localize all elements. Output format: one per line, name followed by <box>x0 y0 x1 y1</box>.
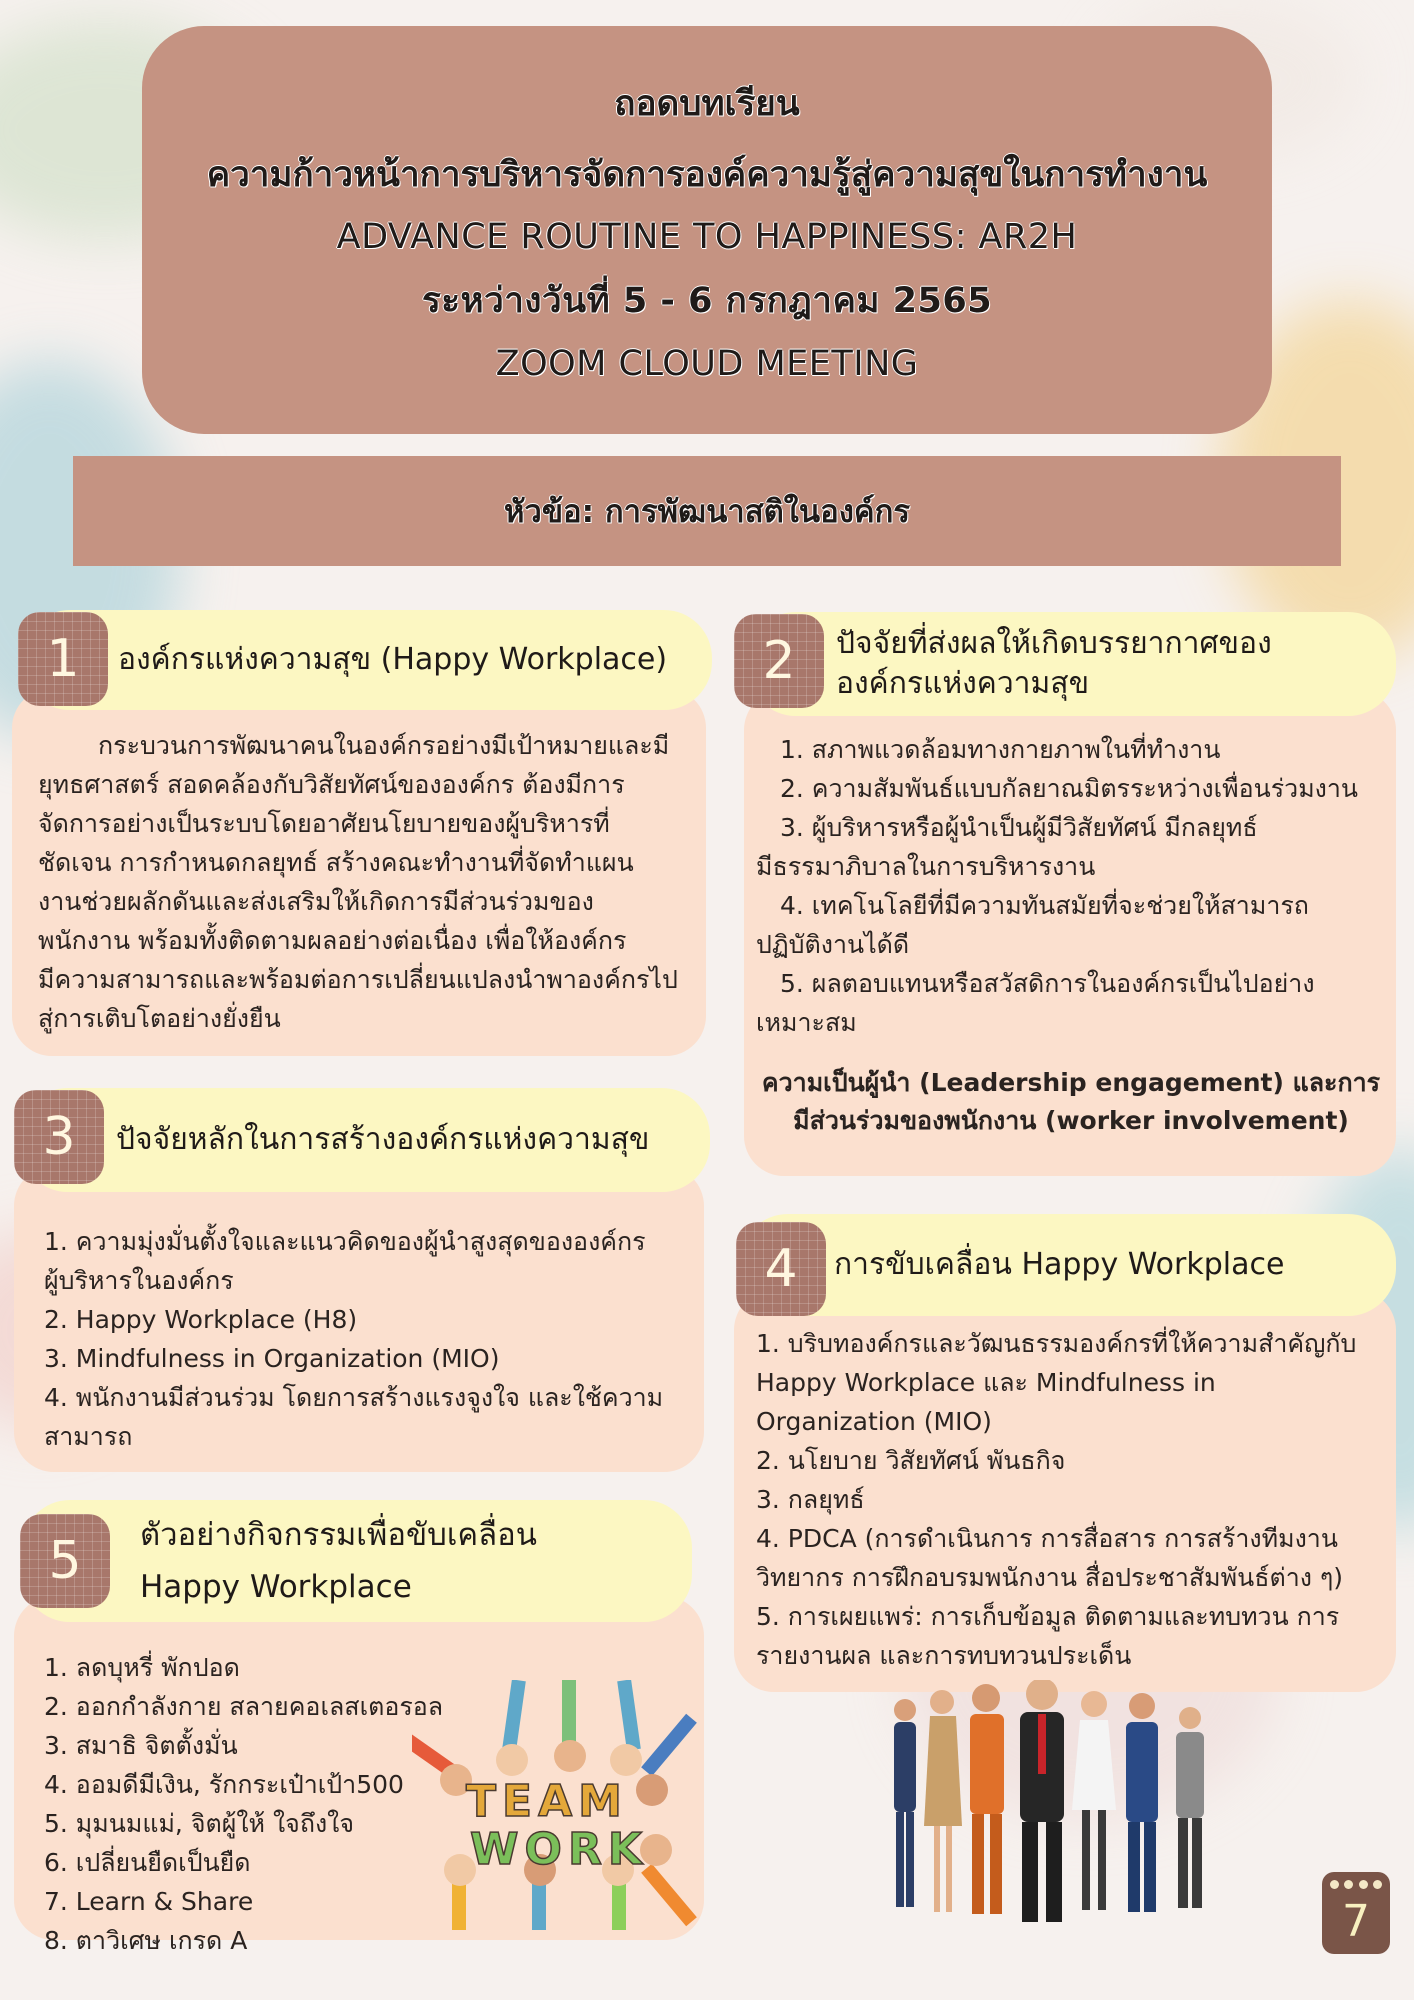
list-item: 1. สภาพแวดล้อมทางกายภาพในที่ทำงาน <box>780 735 1221 764</box>
section-3-title-pill <box>20 1088 710 1192</box>
section-4-title-pill <box>740 1214 1396 1316</box>
section-4-number-badge <box>736 1222 826 1316</box>
section-number: 2 <box>762 631 796 691</box>
title-line-1: ถอดบทเรียน <box>614 83 800 124</box>
section-2-title-pill <box>748 612 1396 716</box>
title-line: ตัวอย่างกิจกรรมเพื่อขับเคลื่อน <box>140 1517 537 1553</box>
work-word: WORK <box>470 1824 648 1875</box>
title-line-3: ADVANCE ROUTINE TO HAPPINESS: AR2H <box>336 217 1078 258</box>
list-item: 3. กลยุทธ์ <box>756 1485 865 1514</box>
topic-heading: หัวข้อ: การพัฒนาสติในองค์กร <box>504 494 910 530</box>
list-item: มีธรรมาภิบาลในการบริหารงาน <box>756 852 1096 881</box>
list-item: Organization (MIO) <box>756 1407 992 1436</box>
section-number: 3 <box>42 1107 76 1167</box>
list-item: 2. Happy Workplace (H8) <box>44 1305 358 1334</box>
section-5-number-badge <box>20 1514 110 1608</box>
list-item: 5. ผลตอบแทนหรือสวัสดิการในองค์กรเป็นไปอย่าง <box>780 969 1315 998</box>
calendar-dots-icon <box>1330 1880 1382 1889</box>
title-line: องค์กรแห่งความสุข <box>836 666 1090 701</box>
section-2-summary <box>756 1064 1386 1140</box>
list-item: 1. ลดบุหรี่ พักปอด <box>44 1653 240 1682</box>
page-number-badge <box>1322 1872 1390 1954</box>
paragraph-line: งานช่วยผลักดันและส่งเสริมให้เกิดการมีส่วนร่วมของ <box>38 887 594 916</box>
list-item: 8. ตาวิเศษ เกรด A <box>44 1926 248 1955</box>
list-item: 4. ออมดีมีเงิน, รักกระเป๋าเป้า500 <box>44 1770 404 1799</box>
title-venue: ZOOM CLOUD MEETING <box>495 344 919 385</box>
paragraph-line: ยุทธศาสตร์ สอดคล้องกับวิสัยทัศน์ขององค์กร ต้องมีการ <box>38 770 625 799</box>
section-4-list <box>756 1324 1386 1675</box>
section-5-title <box>140 1509 537 1613</box>
section-number: 4 <box>764 1239 798 1299</box>
title-date: ระหว่างวันที่ 5 - 6 กรกฎาคม 2565 <box>421 281 993 322</box>
paragraph-line: มีความสามารถและพร้อมต่อการเปลี่ยนแปลงนำพาองค์กรไป <box>38 965 678 994</box>
list-item: 1. บริบทองค์กรและวัฒนธรรมองค์กรที่ให้ความสำคัญกับ <box>756 1329 1357 1358</box>
section-3-title: ปัจจัยหลักในการสร้างองค์กรแห่งความสุข <box>116 1122 650 1157</box>
summary-line: มีส่วนร่วมของพนักงาน (worker involvement) <box>793 1106 1349 1135</box>
section-5-title-pill <box>22 1500 692 1622</box>
list-item: 3. Mindfulness in Organization (MIO) <box>44 1344 500 1373</box>
section-2-body <box>744 690 1396 1176</box>
section-1-paragraph <box>38 726 692 1038</box>
list-item: 3. ผู้บริหารหรือผู้นำเป็นผู้มีวิสัยทัศน์ มีกลยุทธ์ <box>780 813 1258 842</box>
section-number: 1 <box>46 629 80 689</box>
section-1-number-badge <box>18 612 108 706</box>
list-item: 5. มุมนมแม่, จิตผู้ให้ ใจถึงใจ <box>44 1809 355 1838</box>
list-item: 2. ความสัมพันธ์แบบกัลยาณมิตรระหว่างเพื่อนร่วมงาน <box>780 774 1359 803</box>
list-item: รายงานผล และการทบทวนประเด็น <box>756 1641 1132 1670</box>
section-2-number-badge <box>734 614 824 708</box>
section-3-number-badge <box>14 1090 104 1184</box>
list-item: Happy Workplace และ Mindfulness in <box>756 1368 1216 1397</box>
page-number: 7 <box>1342 1896 1370 1947</box>
section-1-title: องค์กรแห่งความสุข (Happy Workplace) <box>118 642 668 677</box>
title-line-2: ความก้าวหน้าการบริหารจัดการองค์ความรู้สู่ความสุขในการทำงาน <box>206 154 1208 195</box>
list-item: 2. นโยบาย วิสัยทัศน์ พันธกิจ <box>756 1446 1066 1475</box>
list-item: วิทยากร การฝึกอบรมพนักงาน สื่อประชาสัมพันธ์ต่าง ๆ) <box>756 1563 1344 1592</box>
paragraph-line: ชัดเจน การกำหนดกลยุทธ์ สร้างคณะทำงานที่จัดทำแผน <box>38 848 634 877</box>
section-4-title: การขับเคลื่อน Happy Workplace <box>834 1247 1285 1282</box>
list-item: 6. เปลี่ยนยืดเป็นยืด <box>44 1848 251 1877</box>
title-line: Happy Workplace <box>140 1569 412 1605</box>
topic-bar <box>73 456 1341 566</box>
summary-line: ความเป็นผู้นำ (Leadership engagement) และการ <box>761 1068 1381 1097</box>
list-item: ผู้บริหารในองค์กร <box>44 1266 234 1295</box>
paragraph-line: จัดการอย่างเป็นระบบโดยอาศัยนโยบายของผู้บริหารที่ <box>38 809 610 838</box>
title-line: ปัจจัยที่ส่งผลให้เกิดบรรยากาศของ <box>836 626 1272 661</box>
paragraph-line: พนักงาน พร้อมทั้งติดตามผลอย่างต่อเนื่อง เพื่อให้องค์กร <box>38 926 627 955</box>
list-item: 4. เทคโนโลยีที่มีความทันสมัยที่จะช่วยให้สามารถ <box>780 891 1309 920</box>
list-item: เหมาะสม <box>756 1008 857 1037</box>
section-1-title-pill <box>22 610 712 710</box>
team-word: TEAM <box>466 1776 628 1827</box>
list-item: สามารถ <box>44 1422 133 1451</box>
section-1-body <box>12 688 706 1056</box>
list-item: 3. สมาธิ จิตตั้งมั่น <box>44 1731 238 1760</box>
list-item: 1. ความมุ่งมั่นตั้งใจและแนวคิดของผู้นำสูงสุดขององค์กร <box>44 1227 646 1256</box>
section-2-title <box>836 624 1272 704</box>
list-item: 2. ออกกำลังกาย สลายคอเลสเตอรอล <box>44 1692 444 1721</box>
list-item: 4. PDCA (การดำเนินการ การสื่อสาร การสร้างทีมงาน <box>756 1524 1338 1553</box>
title-banner <box>142 26 1272 434</box>
paragraph-line: กระบวนการพัฒนาคนในองค์กรอย่างมีเป้าหมายและมี <box>98 731 670 760</box>
business-team-illustration <box>870 1680 1270 1930</box>
section-3-body <box>14 1166 704 1472</box>
list-item: ปฏิบัติงานได้ดี <box>756 930 910 959</box>
section-number: 5 <box>48 1531 82 1591</box>
list-item: 5. การเผยแพร่: การเก็บข้อมูล ติดตามและทบทวน การ <box>756 1602 1340 1631</box>
paragraph-line: สู่การเติบโตอย่างยั่งยืน <box>38 1004 281 1033</box>
section-3-list <box>44 1222 692 1456</box>
list-item: 7. Learn & Share <box>44 1887 254 1916</box>
section-4-body <box>734 1290 1396 1692</box>
list-item: 4. พนักงานมีส่วนร่วม โดยการสร้างแรงจูงใจ และใช้ความ <box>44 1383 664 1412</box>
section-2-list <box>756 730 1386 1042</box>
teamwork-illustration <box>412 1680 704 1930</box>
